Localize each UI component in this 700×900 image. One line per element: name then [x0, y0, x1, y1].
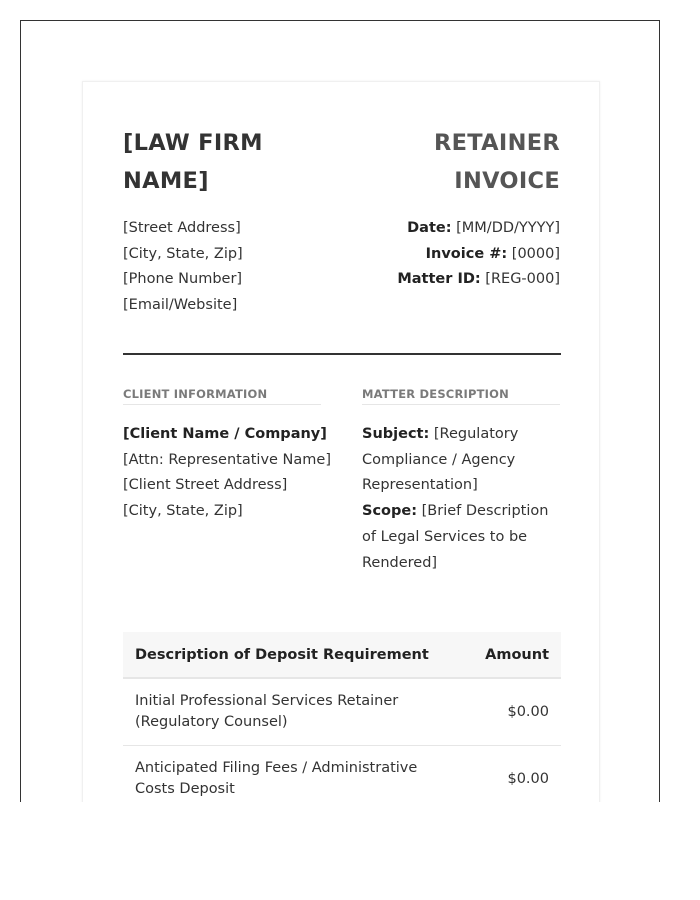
matter-scope-value: [Brief Description of Legal Services to be Rendered] — [362, 503, 549, 571]
invoice-date-row — [397, 216, 560, 242]
client-info-block — [123, 422, 331, 525]
deposit-amount: $0.00 — [467, 746, 561, 803]
matter-subject-value: [Regulatory Compliance / Agency Representation] — [362, 426, 519, 494]
matter-scope — [362, 499, 567, 576]
amount-column-header: Amount — [467, 632, 561, 678]
firm-email: [Email/Website] — [123, 297, 238, 314]
invoice-number-label: Invoice #: — [425, 245, 508, 262]
firm-name-line-1: [LAW FIRM — [123, 130, 263, 156]
matter-id-value: [REG-000] — [485, 271, 560, 288]
firm-name-line-2: NAME] — [123, 168, 209, 194]
firm-name — [123, 124, 323, 200]
document-title-line-2: INVOICE — [454, 168, 560, 194]
matter-id-row — [397, 267, 560, 293]
matter-section-heading: MATTER DESCRIPTION — [362, 387, 560, 405]
invoice-sheet — [82, 81, 600, 802]
matter-subject-label: Subject: — [362, 426, 430, 442]
invoice-number-row — [397, 242, 560, 268]
header-divider — [123, 353, 561, 355]
client-city: [City, State, Zip] — [123, 503, 243, 520]
page-frame — [20, 20, 660, 802]
firm-contact-block — [123, 216, 243, 319]
matter-info-block — [362, 422, 567, 576]
firm-city: [City, State, Zip] — [123, 245, 243, 262]
client-section-heading: CLIENT INFORMATION — [123, 387, 321, 405]
matter-scope-label: Scope: — [362, 503, 418, 520]
matter-id-label: Matter ID: — [397, 271, 481, 288]
deposit-table — [123, 632, 561, 802]
table-row — [123, 746, 561, 803]
firm-phone: [Phone Number] — [123, 271, 243, 288]
invoice-meta-block — [397, 216, 560, 293]
invoice-number-value: [0000] — [511, 245, 560, 262]
document-title-line-1: RETAINER — [433, 130, 560, 156]
deposit-description: Anticipated Filing Fees / Administrative Costs Deposit — [123, 746, 467, 803]
client-attn: [Attn: Representative Name] — [123, 451, 331, 468]
description-column-header: Description of Deposit Requirement — [123, 632, 467, 678]
invoice-date-value: [MM/DD/YYYY] — [456, 220, 560, 236]
invoice-date-label: Date: — [407, 220, 452, 236]
client-name: [Client Name / Company] — [123, 426, 327, 442]
matter-subject — [362, 422, 567, 499]
deposit-amount: $0.00 — [467, 678, 561, 746]
deposit-table-header-row — [123, 632, 561, 678]
table-row — [123, 678, 561, 746]
document-title — [360, 124, 560, 200]
deposit-description: Initial Professional Services Retainer (Regulatory Counsel) — [123, 678, 467, 746]
firm-street: [Street Address] — [123, 220, 241, 236]
client-street: [Client Street Address] — [123, 477, 288, 494]
